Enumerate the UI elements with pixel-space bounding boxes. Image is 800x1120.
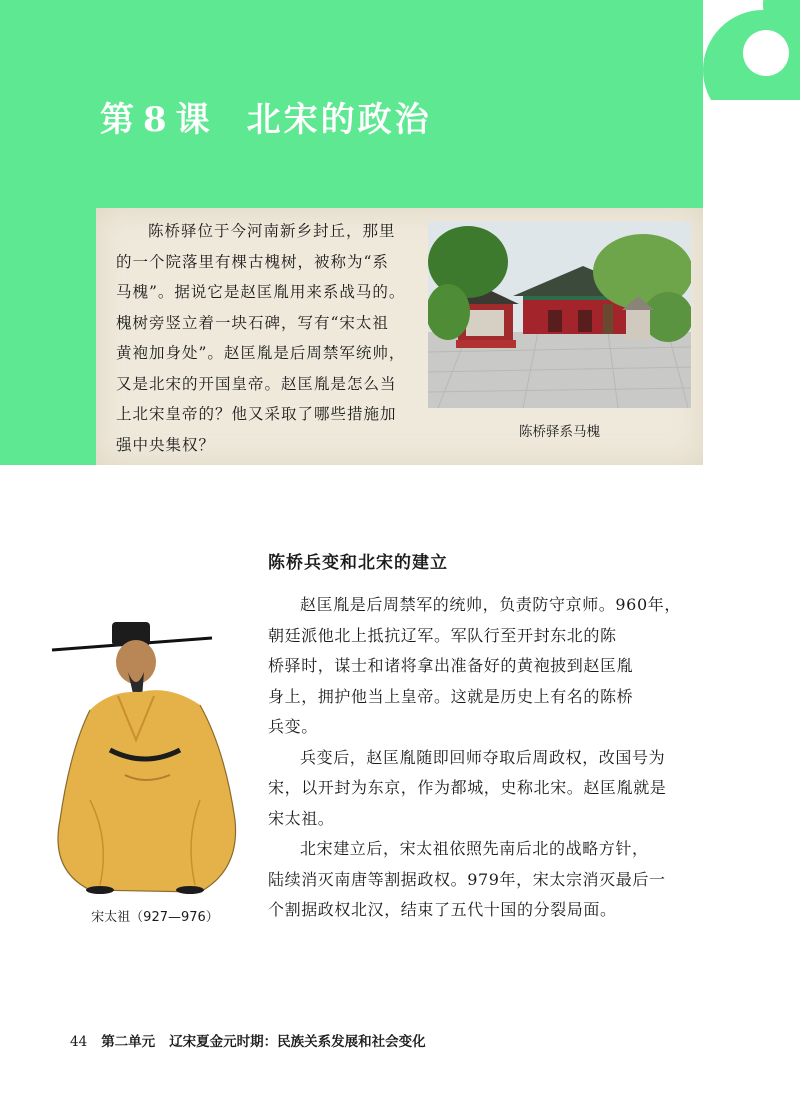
body-line: 桥驿时，谋士和诸将拿出准备好的黄袍披到赵匡胤 <box>268 656 634 675</box>
unit-label: 第二单元 <box>101 1034 156 1050</box>
unit-title: 辽宋夏金元时期：民族关系发展和社会变化 <box>169 1034 426 1050</box>
body-line: 个割据政权北汉，结束了五代十国的分裂局面。 <box>268 900 617 919</box>
corner-decoration <box>703 0 800 100</box>
portrait-caption: 宋太祖（927—976） <box>91 910 219 925</box>
intro-line: 又是北宋的开国皇帝。赵匡胤是怎么当 <box>116 374 397 393</box>
chenqiao-courtyard-photo <box>428 222 691 408</box>
intro-line: 槐树旁竖立着一块石碑，写有“宋太祖 <box>116 313 389 332</box>
courtyard-illustration <box>428 222 691 408</box>
body-line: 兵变。 <box>268 717 318 736</box>
intro-line: 黄袍加身处”。赵匡胤是后周禁军统帅， <box>116 344 406 362</box>
body-line: 陆续消灭南唐等割据政权。979年，宋太宗消灭最后一 <box>268 869 666 889</box>
body-line: 朝廷派他北上抵抗辽军。军队行至开封东北的陈 <box>268 625 617 645</box>
intro-line: 上北宋皇帝的？他又采取了哪些措施加 <box>116 405 397 423</box>
body-line: 北宋建立后，宋太祖依照先南后北的战略方针， <box>300 839 649 858</box>
intro-line: 的一个院落里有棵古槐树，被称为“系 <box>116 252 389 271</box>
body-line: 宋太祖。 <box>268 808 335 828</box>
page-number: 44 <box>70 1034 88 1050</box>
intro-line: 马槐”。据说它是赵匡胤用来系战马的。 <box>116 283 406 301</box>
section-heading: 陈桥兵变和北宋的建立 <box>268 553 448 573</box>
page-footer <box>70 1030 426 1050</box>
lesson-prefix: 第 <box>100 100 137 140</box>
intro-line: 强中央集权？ <box>116 435 216 454</box>
body-line: 兵变后，赵匡胤随即回师夺取后周政权，改国号为 <box>300 747 666 767</box>
photo-caption: 陈桥驿系马槐 <box>519 424 600 440</box>
emperor-portrait <box>50 600 250 895</box>
body-line: 身上，拥护他当上皇帝。这就是历史上有名的陈桥 <box>268 686 634 706</box>
body-line: 宋，以开封为东京，作为都城，史称北宋。赵匡胤就是 <box>268 778 667 797</box>
lesson-number: 8 <box>143 100 170 140</box>
lesson-name: 北宋的政治 <box>246 100 432 140</box>
lesson-suffix: 课 <box>175 100 213 140</box>
body-line: 赵匡胤是后周禁军的统帅，负责防守京师。960年， <box>300 595 681 614</box>
emperor-illustration <box>50 600 250 895</box>
intro-line: 陈桥驿位于今河南新乡封丘，那里 <box>148 222 396 240</box>
lesson-title <box>100 92 432 142</box>
section-body <box>268 590 696 926</box>
intro-text <box>116 216 414 460</box>
